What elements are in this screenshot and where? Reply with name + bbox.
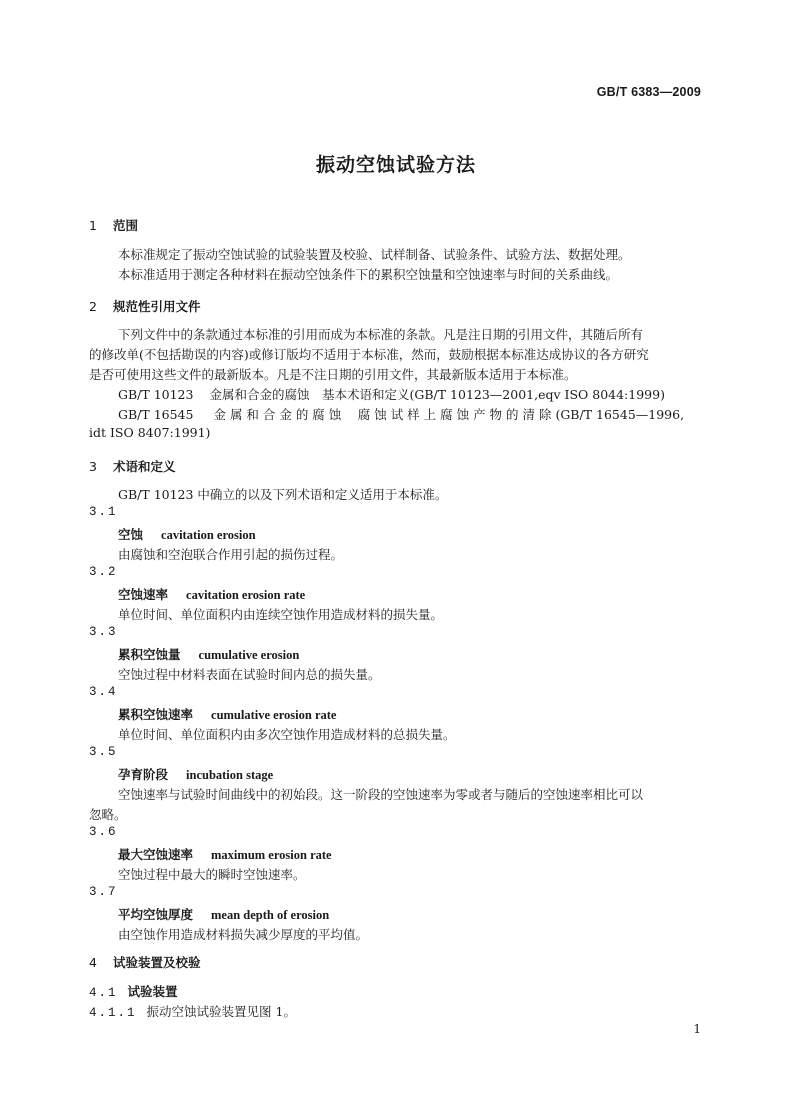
section-number: 1 [89, 218, 97, 233]
term-number: 3.4 [89, 685, 118, 699]
term-number: 3.2 [89, 565, 118, 579]
term-en: incubation stage [186, 768, 274, 782]
section-3-heading [89, 457, 176, 475]
term-heading [118, 525, 256, 543]
term-definition: 空蚀过程中最大的瞬时空蚀速率。 [118, 867, 306, 882]
term-heading [118, 705, 336, 723]
reference-continuation: idt ISO 8407:1991) [89, 425, 211, 440]
term-number: 3.7 [89, 885, 118, 899]
term-definition: 由空蚀作用造成材料损失减少厚度的平均值。 [118, 927, 369, 942]
term-zh: 累积空蚀速率 [118, 707, 194, 722]
term-en: maximum erosion rate [211, 848, 332, 862]
standard-number: GB/T 6383—2009 [596, 85, 701, 99]
section-1-paragraph-2: 本标准适用于测定各种材料在振动空蚀条件下的累积空蚀量和空蚀速率与时间的关系曲线。 [118, 267, 619, 282]
section-2-paragraph-line-1: 下列文件中的条款通过本标准的引用而成为本标准的条款。凡是注日期的引用文件，其随后所有 [118, 327, 644, 342]
term-en: cavitation erosion rate [186, 588, 306, 602]
section-title: 范围 [113, 218, 139, 233]
term-definition: 空蚀速率与试验时间曲线中的初始段。这一阶段的空蚀速率为零或者与随后的空蚀速率相比可以 [118, 787, 644, 802]
term-heading [118, 905, 329, 923]
term-zh: 空蚀 [118, 527, 144, 542]
term-zh: 累积空蚀量 [118, 647, 181, 662]
subsection-4-1-heading [89, 982, 178, 1000]
term-definition: 单位时间、单位面积内由连续空蚀作用造成材料的损失量。 [118, 607, 444, 622]
section-2-paragraph-line-2: 的修改单(不包括勘误的内容)或修订版均不适用于本标准，然而，鼓励根据本标准达成协议的各方研究 [89, 347, 649, 362]
term-heading [118, 585, 305, 603]
section-2-heading [89, 297, 201, 315]
term-zh: 空蚀速率 [118, 587, 169, 602]
section-number: 4 [89, 955, 97, 970]
subsection-title: 试验装置 [127, 984, 178, 999]
subsection-number: 4.1 [89, 986, 118, 1000]
term-definition: 空蚀过程中材料表面在试验时间内总的损失量。 [118, 667, 381, 682]
section-1-paragraph-1: 本标准规定了振动空蚀试验的试验装置及校验、试样制备、试验条件、试验方法、数据处理。 [118, 247, 631, 262]
term-en: cumulative erosion [198, 648, 300, 662]
section-4-heading [89, 953, 201, 971]
reference-gb-t-10123 [118, 385, 665, 403]
page-number: 1 [693, 1022, 701, 1036]
reference-code: GB/T 10123 [118, 387, 194, 402]
term-en: cumulative erosion rate [211, 708, 337, 722]
term-number: 3.3 [89, 625, 118, 639]
section-title: 试验装置及校验 [113, 955, 201, 970]
section-number: 3 [89, 459, 97, 474]
reference-title: 金属和合金的腐蚀 基本术语和定义(GB/T 10123—2001,eqv ISO 8044:1999) [209, 387, 665, 402]
section-2-paragraph-line-3: 是否可使用这些文件的最新版本。凡是不注日期的引用文件，其最新版本适用于本标准。 [89, 367, 577, 382]
section-number: 2 [89, 299, 97, 314]
reference-code: GB/T 16545 [118, 407, 194, 422]
term-number: 3.5 [89, 745, 118, 759]
term-heading [118, 845, 332, 863]
subsection-4-1-1 [89, 1002, 296, 1020]
page-title: 振动空蚀试验方法 [315, 154, 476, 176]
term-definition-continuation: 忽略。 [89, 807, 127, 822]
term-zh: 最大空蚀速率 [118, 847, 194, 862]
term-zh: 平均空蚀厚度 [118, 907, 194, 922]
term-heading [118, 765, 273, 783]
reference-gb-t-16545 [118, 405, 684, 423]
subsection-text: 振动空蚀试验装置见图 1。 [146, 1004, 296, 1019]
section-title: 术语和定义 [113, 459, 176, 474]
term-number: 3.6 [89, 825, 118, 839]
section-3-intro: GB/T 10123 中确立的以及下列术语和定义适用于本标准。 [118, 487, 448, 502]
subsection-number: 4.1.1 [89, 1006, 137, 1020]
section-title: 规范性引用文件 [113, 299, 201, 314]
section-1-heading [89, 216, 138, 234]
term-en: mean depth of erosion [211, 908, 330, 922]
term-heading [118, 645, 299, 663]
term-en: cavitation erosion [161, 528, 256, 542]
term-zh: 孕育阶段 [118, 767, 169, 782]
term-number: 3.1 [89, 505, 118, 519]
term-definition: 由腐蚀和空泡联合作用引起的损伤过程。 [118, 547, 344, 562]
reference-title: 金 属 和 合 金 的 腐 蚀 腐 蚀 试 样 上 腐 蚀 产 物 的 清 除 (GB/T 16545—1996, [213, 407, 685, 422]
term-definition: 单位时间、单位面积内由多次空蚀作用造成材料的总损失量。 [118, 727, 456, 742]
